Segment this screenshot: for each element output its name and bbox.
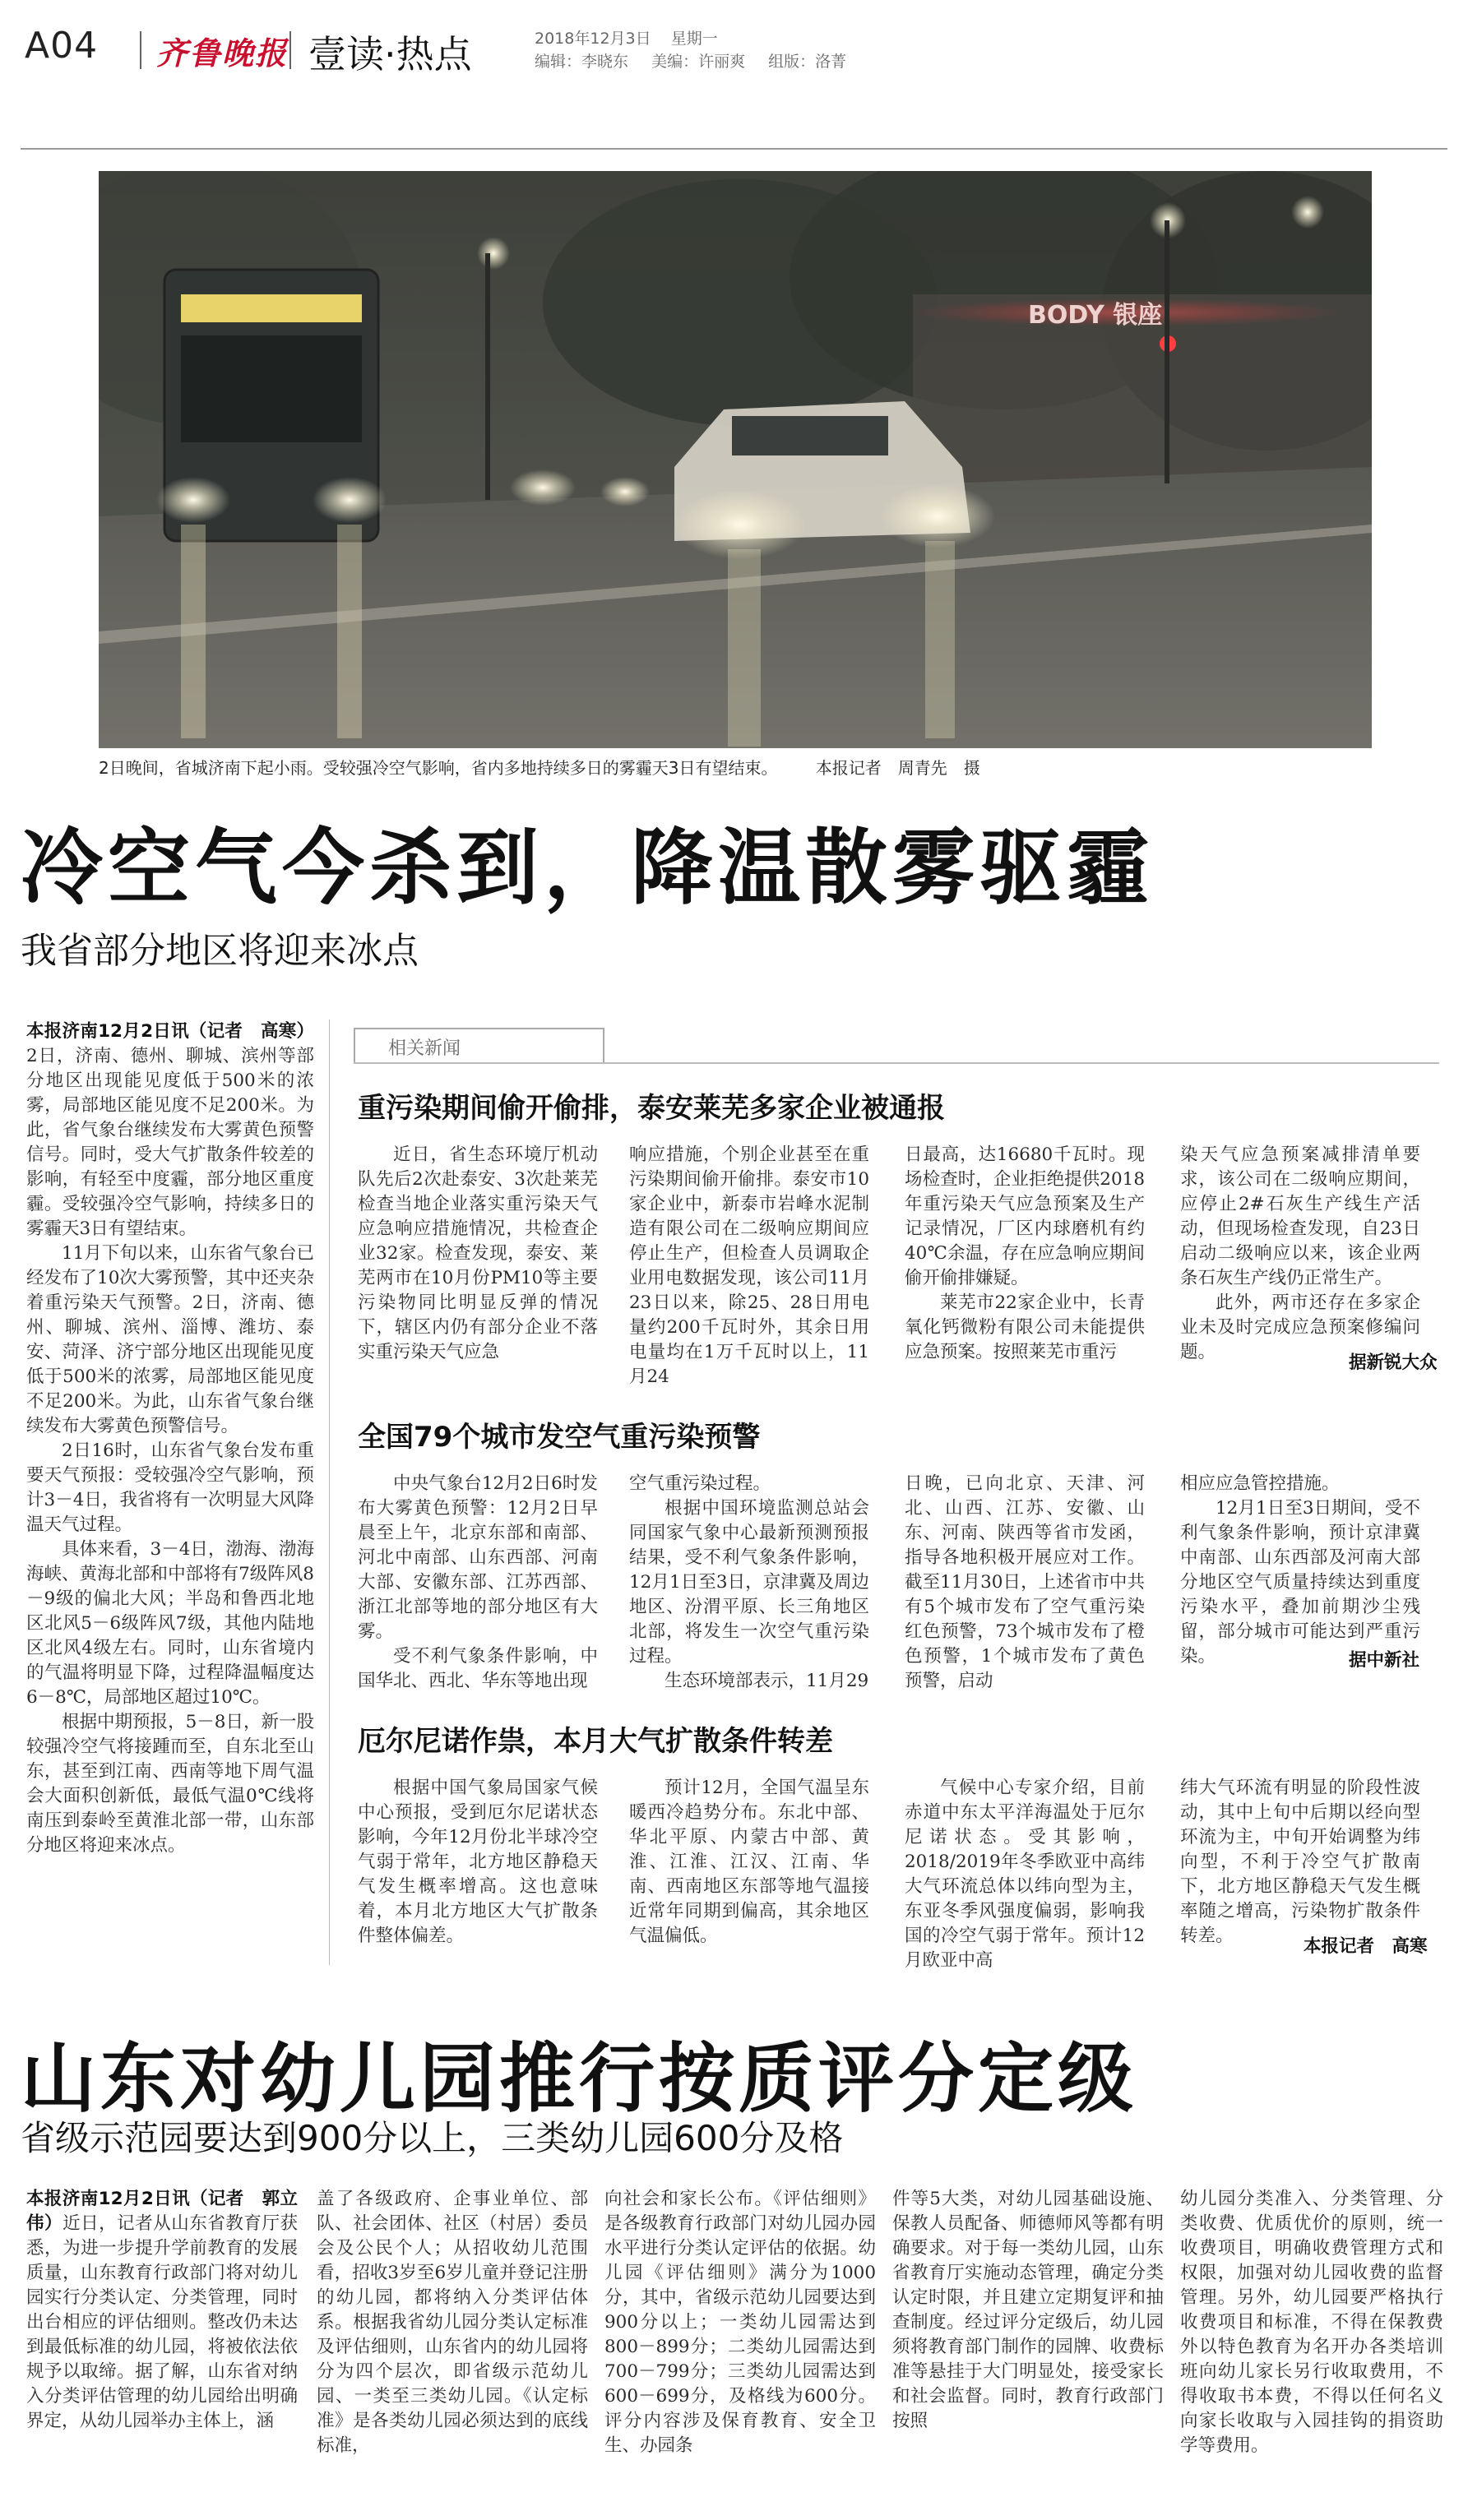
issue-date: 2018年12月3日	[535, 30, 651, 48]
layout-credit: 组版：洛菁	[768, 53, 847, 71]
related-headline-2: 全国79个城市发空气重污染预警	[358, 1421, 761, 1454]
story1-paragraph: 11月下旬以来，山东省气象台已经发布了10次大雾预警，其中还夹杂着重污染天气预警。2日，济南、德州、聊城、滨州、淄博、潍坊、泰安、菏泽、济宁部分地区出现能见度低于500米的浓雾，局部地区能见度不足200米。为此，山东省气象台继续发布大雾黄色预警信号。	[26, 1243, 314, 1436]
related-2-column: 中央气象台12月2日6时发布大雾黄色预警：12月2日早晨至上午，北京东部和南部、河北中南部、山东西部、河南大部、安徽东部、江苏西部、浙江北部等地的部分地区有大雾。 受不利气象条件影响，中国华北、西北、华东等地出现	[358, 1473, 598, 1691]
story1-paragraph: 具体来看，3－4日，渤海、渤海海峡、黄海北部和中部将有7级阵风8－9级的偏北大风；半岛和鲁西北地区北风5－6级阵风7级，其他内陆地区北风4级左右。同时，山东省境内的气温将明显下降，过程降温幅度达6－8℃，局部地区超过10℃。	[26, 1539, 314, 1708]
second-subheadline: 省级示范园要达到900分以上，三类幼儿园600分及格	[21, 2118, 844, 2158]
story1-paragraph: 根据中期预报，5－8日，新一股较强冷空气将接踵而至，自东北至山东，甚至到江南、西南等地下周气温会大面积创新低，最低气温0℃线将南压到泰岭至黄淮北部一带，山东部分地区将迎来冰点。	[26, 1712, 314, 1856]
caption-text: 2日晚间，省城济南下起小雨。受较强冷空气影响，省内多地持续多日的雾霾天3日有望结束。	[99, 758, 778, 778]
masthead	[25, 25, 1443, 74]
main-subheadline: 我省部分地区将迎来冰点	[21, 930, 419, 972]
story1-paragraph: 本报济南12月2日讯（记者 高寒）2日，济南、德州、聊城、滨州等部分地区出现能见度低于500米的浓雾，局部地区能见度不足200米。为此，省气象台继续发布大雾黄色预警信号。同时，受大气扩散条件较差的影响，有轻至中度霾，部分地区重度霾。受较强冷空气影响，持续多日的雾霾天3日有望结束。	[26, 1021, 314, 1239]
story1-body	[26, 1020, 314, 1981]
related-3-column: 气候中心专家介绍，目前赤道中东太平洋海温处于厄尔尼诺状态。受其影响，2018/2019年冬季欧亚中高纬大气环流总体以纬向型为主，东亚冬季风强度偏弱，影响我国的冷空气弱于常年。预计12月欧亚中高	[905, 1778, 1145, 1971]
related-1-column: 日最高，达16680千瓦时。现场检查时，企业拒绝提供2018年重污染天气应急预案及生产记录情况，厂区内球磨机有约40℃余温，存在应急响应期间偷开偷排嫌疑。 莱芜市22家企业中，长青氧化钙微粉有限公司未能提供应急预案。按照莱芜市重污	[905, 1144, 1145, 1362]
issue-weekday: 星期一	[670, 30, 718, 48]
issue-date-line	[535, 26, 718, 49]
section-title: 壹读·热点	[308, 32, 472, 76]
photo-credit: 本报记者 周青先 摄	[815, 758, 980, 778]
related-news-tab	[354, 1028, 604, 1062]
story2-column: 本报济南12月2日讯（记者 郭立伟）近日，记者从山东省教育厅获悉，为进一步提升学前教育的发展质量，山东教育行政部门将对幼儿园实行分类认定、分类管理，同时出台相应的评估细则。整改仍未达到最低标准的幼儿园，将被依法依规予以取缔。据了解，山东省对纳入分类评估管理的幼儿园给出明确界定，从幼儿园举办主体上，涵	[26, 2189, 298, 2431]
news-photo	[99, 171, 1372, 748]
designer-credit: 美编：许丽爽	[651, 53, 746, 71]
story1-dateline: 本报济南12月2日讯（记者 高寒）	[26, 1021, 314, 1042]
story2-column: 幼儿园分类准入、分类管理、分类收费、优质优价的原则，统一收费项目，明确收费管理方式和权限，加强对幼儿园收费的监督管理。另外，幼儿园要严格执行收费项目和标准，不得在保教费外以特色教育为名开办各类培训班向幼儿家长另行收取费用，不得收取书本费，不得以任何名义向家长收取与入园挂钩的捐资助学等费用。	[1180, 2189, 1443, 2456]
related-2-column: 空气重污染过程。 根据中国环境监测总站会同国家气象中心最新预测预报结果，受不利气象条件影响，12月1日至3日，京津冀及周边地区、汾渭平原、长三角地区北部，将发生一次空气重污染过程。 生态环境部表示，11月29	[629, 1473, 869, 1691]
second-headline: 山东对幼儿园推行按质评分定级	[21, 2035, 1138, 2123]
story2-column: 件等5大类，对幼儿园基础设施、保教人员配备、师德师风等都有明确要求。对于每一类幼儿园，山东省教育厅实施动态管理，确定分类认定时限，并且建立定期复评和抽查制度。经过评分定级后，幼儿园须将教育部门制作的园牌、收费标准等悬挂于大门明显处，接受家长和社会监督。同时，教育行政部门按照	[892, 2189, 1164, 2431]
related-2-column: 日晚，已向北京、天津、河北、山西、江苏、安徽、山东、河南、陕西等省市发函，指导各地积极开展应对工作。截至11月30日，上述省市中共有5个城市发布了空气重污染红色预警，73个城市发布了橙色预警，1个城市发布了黄色预警，启动	[905, 1473, 1145, 1691]
related-1-column: 染天气应急预案减排清单要求，该公司在二级响应期间，应停止2#石灰生产线生产活动，但现场检查发现，自23日启动二级响应以来，该企业两条石灰生产线仍正常生产。 此外，两市还存在多家企业未及时完成应急预案修编问题。	[1180, 1144, 1420, 1362]
staff-credits	[535, 49, 864, 72]
story2-column: 盖了各级政府、企事业单位、部队、社会团体、社区（村居）委员会及公民个人；从招收幼儿范围看，招收3岁至6岁儿童并登记注册的幼儿园，都将纳入分类评估体系。根据我省幼儿园分类认定标准及评估细则，山东省内的幼儿园将分为四个层次，即省级示范幼儿园、一类至三类幼儿园。《认定标准》是各类幼儿园必须达到的底线标准，	[317, 2189, 588, 2456]
story2-column: 向社会和家长公布。《评估细则》是各级教育行政部门对幼儿园办园水平进行分类认定评估的依据。幼儿园《评估细则》满分为1000分，其中，省级示范幼儿园要达到900分以上；一类幼儿园需达到800－899分；二类幼儿园需达到700－799分；三类幼儿园需达到600－699分，及格线为600分。评分内容涉及保育教育、安全卫生、办园条	[604, 2189, 876, 2456]
related-1-column: 响应措施，个别企业甚至在重污染期间偷开偷排。泰安市10家企业中，新泰市岩峰水泥制造有限公司在二级响应期间应停止生产，但检查人员调取企业用电数据发现，该公司11月23日以来，除25、28日用电量约200千瓦时外，其余日用电量均在1万千瓦时以上，11月24	[629, 1144, 869, 1387]
masthead-rule	[21, 148, 1447, 150]
related-news-rule	[354, 1062, 1439, 1064]
column-divider	[329, 1020, 330, 1965]
related-3-column: 纬大气环流有明显的阶段性波动，其中上旬中后期以经向型环流为主，中旬开始调整为纬向型，不利于冷空气扩散南下，北方地区静稳天气发生概率随之增高，污染物扩散条件转差。	[1180, 1778, 1420, 1946]
related-2-source: 据中新社	[1349, 1650, 1420, 1671]
related-2-column: 相应应急管控措施。 12月1日至3日期间，受不利气象条件影响，预计京津冀中南部、山东西部及河南大部分地区空气质量持续达到重度污染水平，叠加前期沙尘残留，部分城市可能达到严重污染。	[1180, 1473, 1420, 1667]
related-3-column: 预计12月，全国气温呈东暖西冷趋势分布。东北中部、华北平原、内蒙古中部、黄淮、江淮、江汉、江南、华南、西南地区东部等地气温接近常年同期到偏高，其余地区气温偏低。	[629, 1778, 869, 1946]
related-headline-3: 厄尔尼诺作祟，本月大气扩散条件转差	[358, 1725, 833, 1758]
related-3-source: 本报记者 高寒	[1304, 1936, 1428, 1957]
masthead-divider	[289, 31, 291, 69]
story1-paragraph: 2日16时，山东省气象台发布重要天气预报：受较强冷空气影响，预计3－4日，我省将有一次明显大风降温天气过程。	[26, 1440, 314, 1535]
related-1-column: 近日，省生态环境厅机动队先后2次赴泰安、3次赴莱芜检查当地企业落实重污染天气应急响应措施情况，共检查企业32家。检查发现，泰安、莱芜两市在10月份PM10等主要污染物同比明显反弹的情况下，辖区内仍有部分企业不落实重污染天气应急	[358, 1144, 598, 1362]
photo-caption	[99, 755, 980, 779]
page-number: A04	[25, 25, 99, 67]
editor-credit: 编辑：李晓东	[535, 53, 629, 71]
newspaper-logo: 齐鲁晚报	[156, 35, 289, 72]
main-headline: 冷空气今杀到，降温散雾驱霾	[21, 820, 1154, 916]
masthead-divider	[140, 31, 141, 69]
related-news-label: 相关新闻	[388, 1038, 461, 1059]
related-1-source: 据新锐大众	[1349, 1352, 1438, 1373]
story2-dateline: 本报济南12月2日讯（记者 郭立伟）	[26, 2189, 298, 2234]
related-headline-1: 重污染期间偷开偷排，泰安莱芜多家企业被通报	[358, 1092, 945, 1125]
foggy-street-illustration	[99, 171, 1372, 748]
related-3-column: 根据中国气象局国家气候中心预报，受到厄尔尼诺状态影响，今年12月份北半球冷空气弱于常年，北方地区静稳天气发生概率增高。这也意味着，本月北方地区大气扩散条件整体偏差。	[358, 1778, 598, 1946]
shop-sign: BODY 银座	[1028, 301, 1163, 330]
